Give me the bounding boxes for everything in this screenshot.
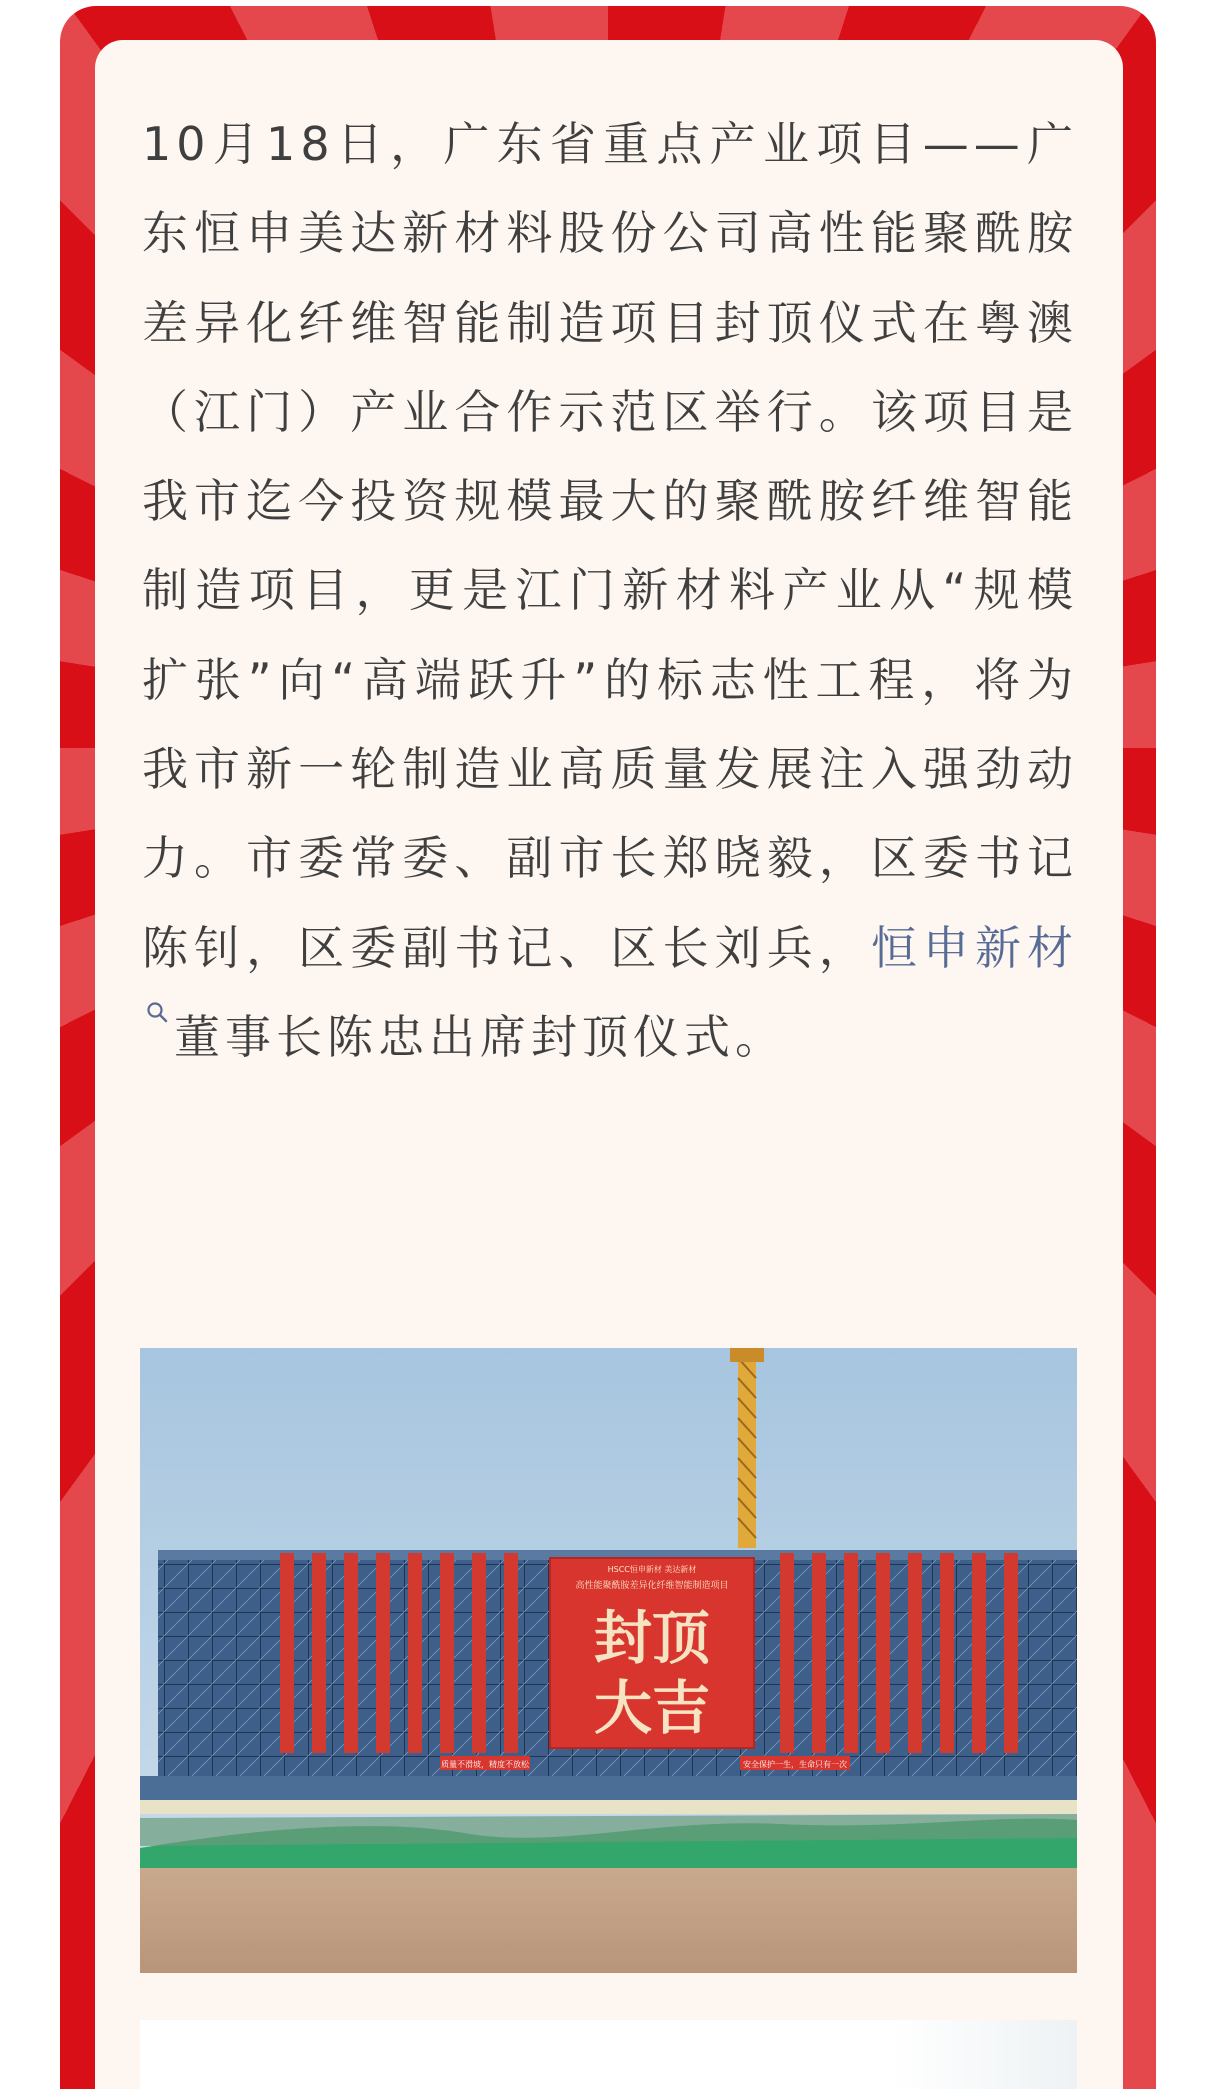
article-text: 10月18日，广东省重点产业项目——广东恒申美达新材料股份公司高性能聚酰胺差异化纤维智能制造项目封顶仪式在粤澳（江门）产业合作示范区举行。该项目是我市迄今投资规模最大的聚酰胺纤维智能制造项目，更是江门新材料产业从“规模扩张”向“高端跃升”的标志性工程，将为我市新一轮制造业高质量发展注入强劲动力。市委常委、副市长郑晓毅，区委书记陈钊，区委副书记、区长刘兵， — [142, 117, 1078, 975]
search-icon[interactable] — [146, 1001, 168, 1023]
site-hoarding — [140, 1776, 1077, 1804]
construction-site-photo — [140, 1348, 1077, 1973]
article-text-tail: 董事长陈忠出席封顶仪式。 — [174, 1009, 786, 1064]
dirt-ground — [140, 1868, 1077, 1973]
photo-canvas — [140, 1348, 1077, 1973]
banner-subtitle: 高性能聚酰胺差异化纤维智能制造项目 — [575, 1581, 729, 1591]
slogan-right: 安全保护一生，生命只有一次 — [743, 1760, 847, 1769]
banner-headline-1: 封顶 — [593, 1604, 711, 1672]
banner-headline-2: 大吉 — [593, 1674, 711, 1742]
next-content-block — [140, 2020, 1077, 2089]
banner-logo-text: HSCC恒申新材 美达新材 — [607, 1565, 697, 1574]
slogan-left: 质量不滑坡，精度不放松 — [441, 1760, 529, 1769]
ceremony-banner — [550, 1558, 754, 1748]
article-paragraph — [142, 100, 1078, 1082]
entity-search-link[interactable]: 恒申新材 — [870, 920, 1079, 975]
fence — [140, 1800, 1077, 1814]
